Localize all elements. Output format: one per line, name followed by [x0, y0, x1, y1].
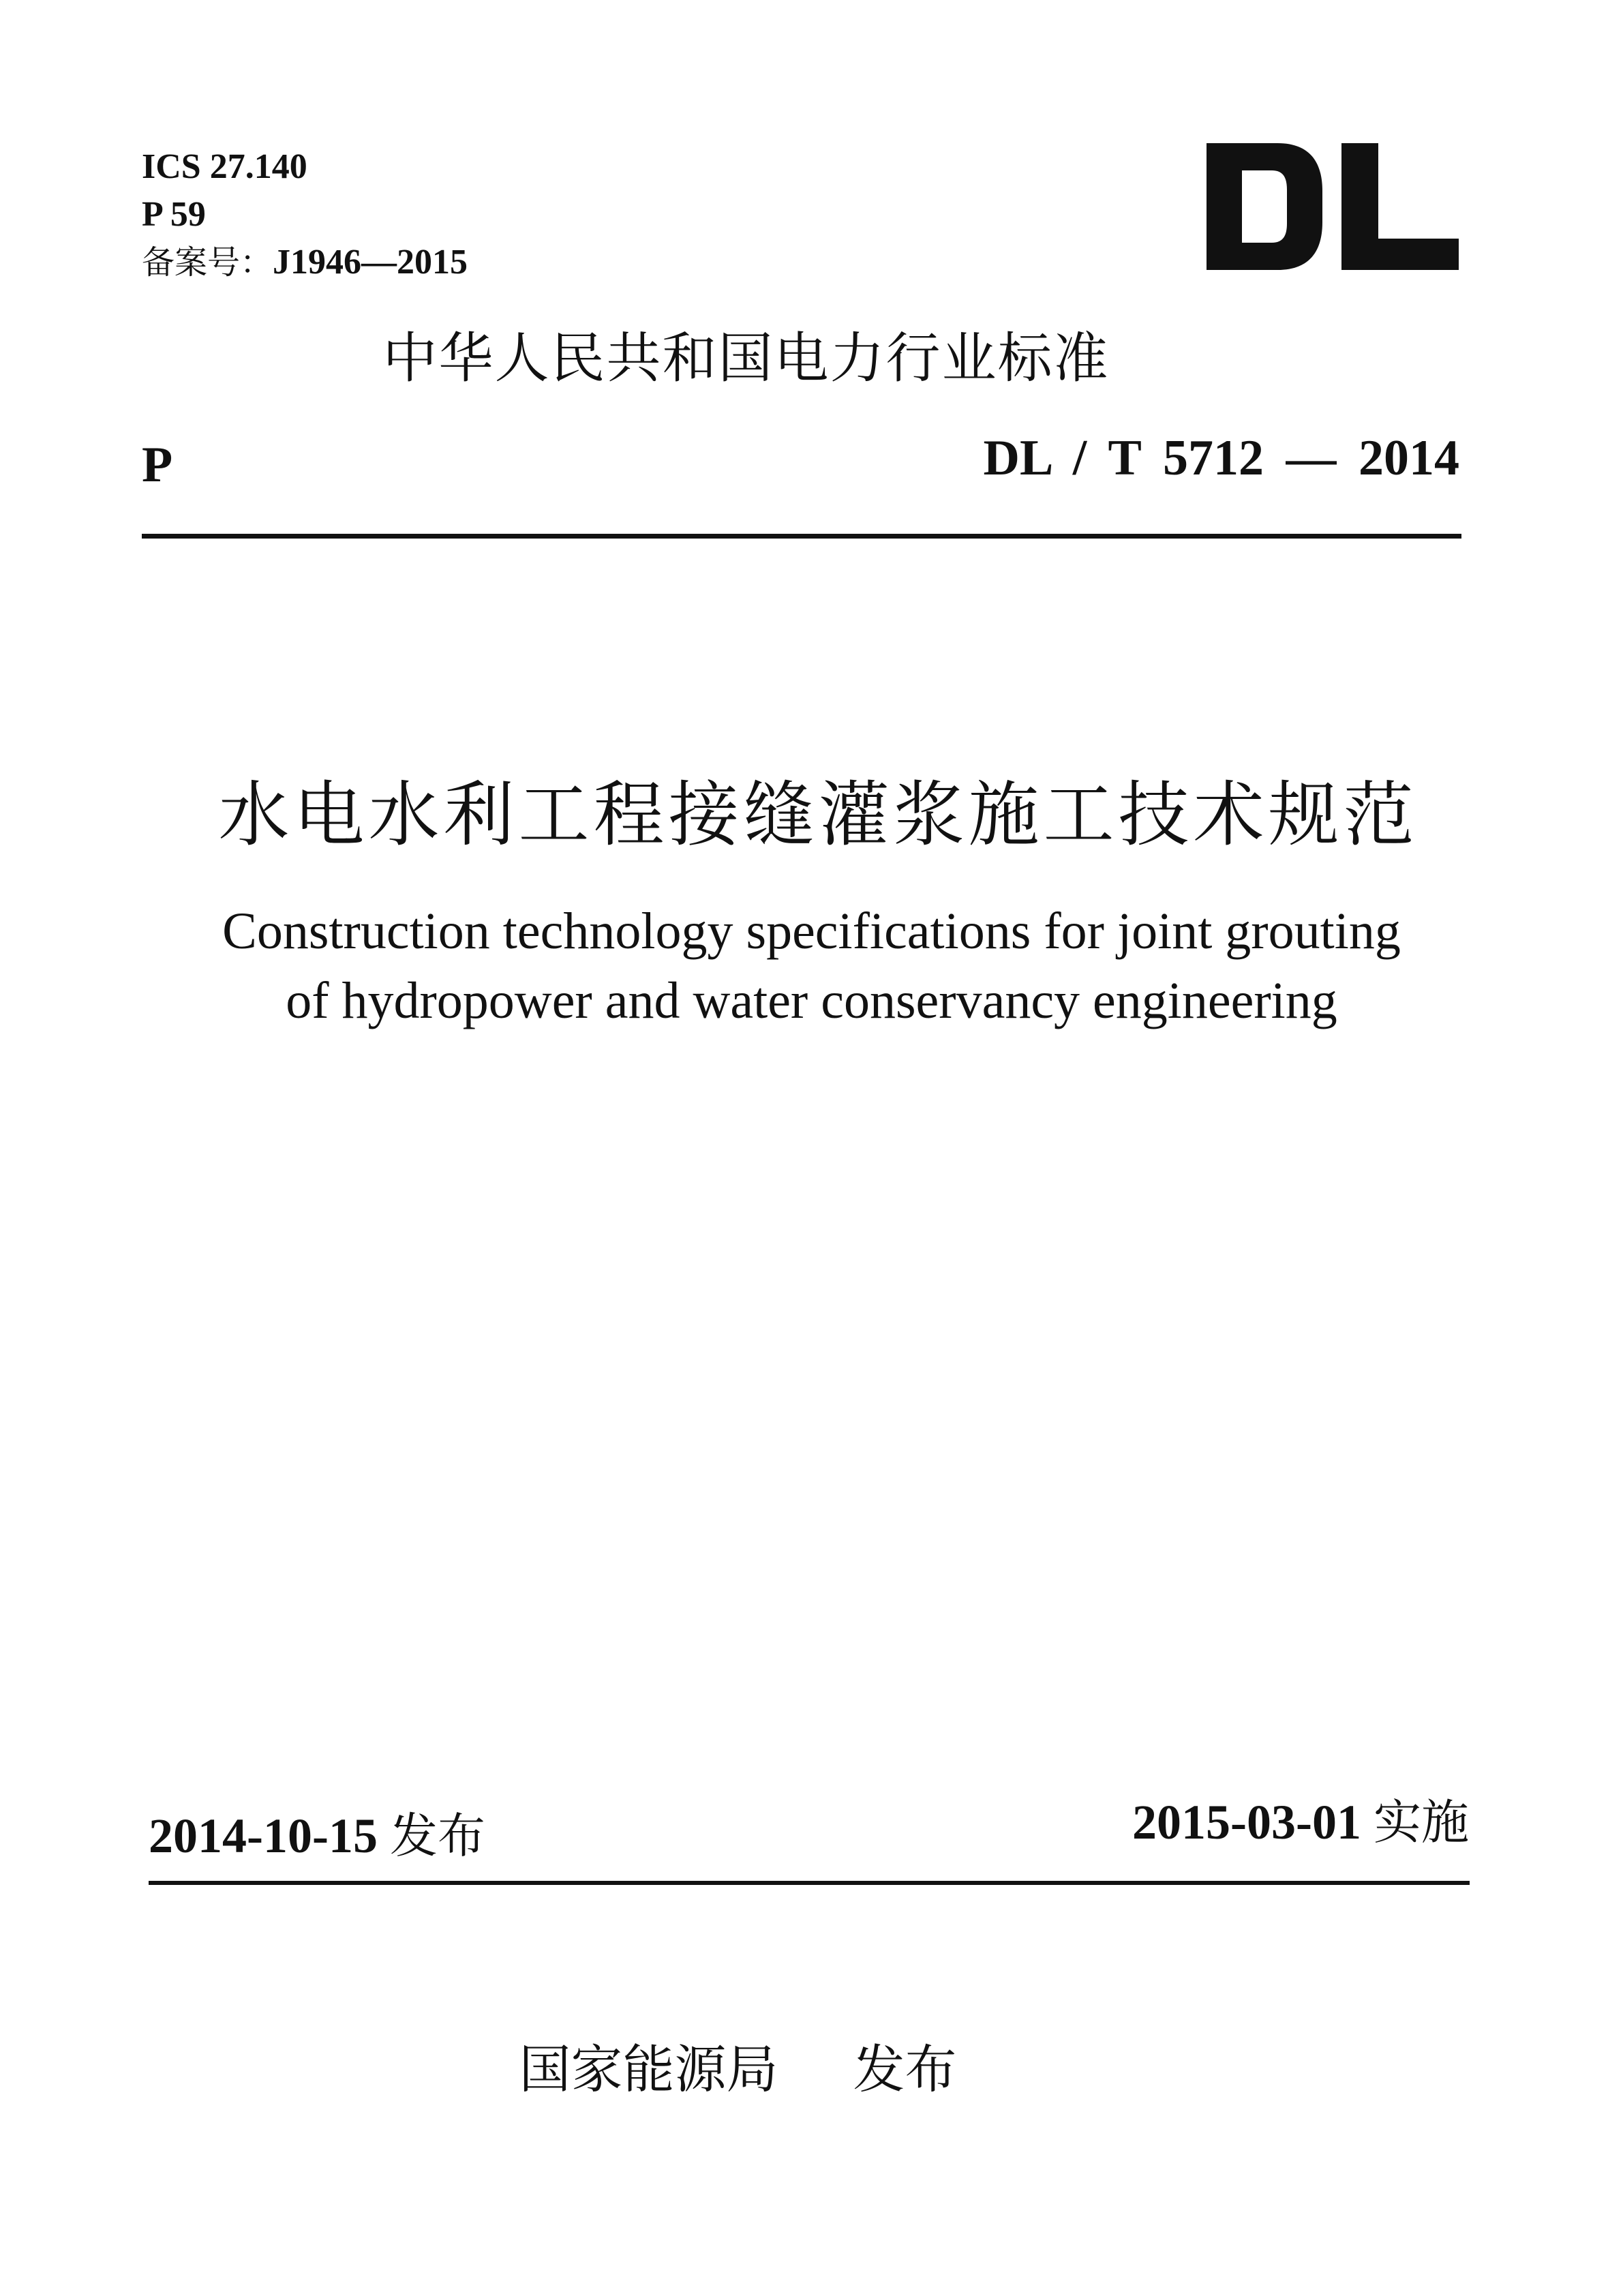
dl-logo-letter-l — [1341, 143, 1459, 270]
title-english-line1: Construction technology specifications for joint grouting — [222, 903, 1401, 960]
title-english-line2: of hydropower and water conservancy engineering — [286, 972, 1337, 1029]
standard-number: DL / T 5712 — 2014 — [983, 430, 1459, 486]
effective-date-value: 2015-03-01 — [1132, 1795, 1361, 1849]
filing-number — [142, 242, 468, 283]
effective-label: 实施 — [1374, 1794, 1469, 1850]
industry-standard-heading: 中华人民共和国电力行业标准 — [382, 327, 1110, 390]
publisher-action: 发布 — [853, 2039, 957, 2100]
dl-logo — [1207, 143, 1459, 270]
filing-value: J1946—2015 — [273, 243, 468, 282]
ccs-code: P 59 — [142, 195, 206, 234]
issue-date — [149, 1805, 485, 1867]
top-divider — [142, 534, 1461, 539]
filing-label: 备案号： — [142, 243, 273, 282]
publisher — [0, 2037, 1623, 2102]
title-chinese: 水电水利工程接缝灌浆施工技术规范 — [218, 773, 1419, 856]
dl-logo-letter-d — [1207, 143, 1322, 270]
standard-category: P — [142, 437, 173, 493]
issue-label: 发布 — [389, 1808, 485, 1864]
publisher-name: 国家能源局 — [519, 2039, 778, 2100]
bottom-divider — [149, 1881, 1470, 1885]
ics-code: ICS 27.140 — [142, 147, 307, 186]
effective-date — [1132, 1792, 1469, 1853]
issue-date-value: 2014-10-15 — [149, 1809, 378, 1863]
